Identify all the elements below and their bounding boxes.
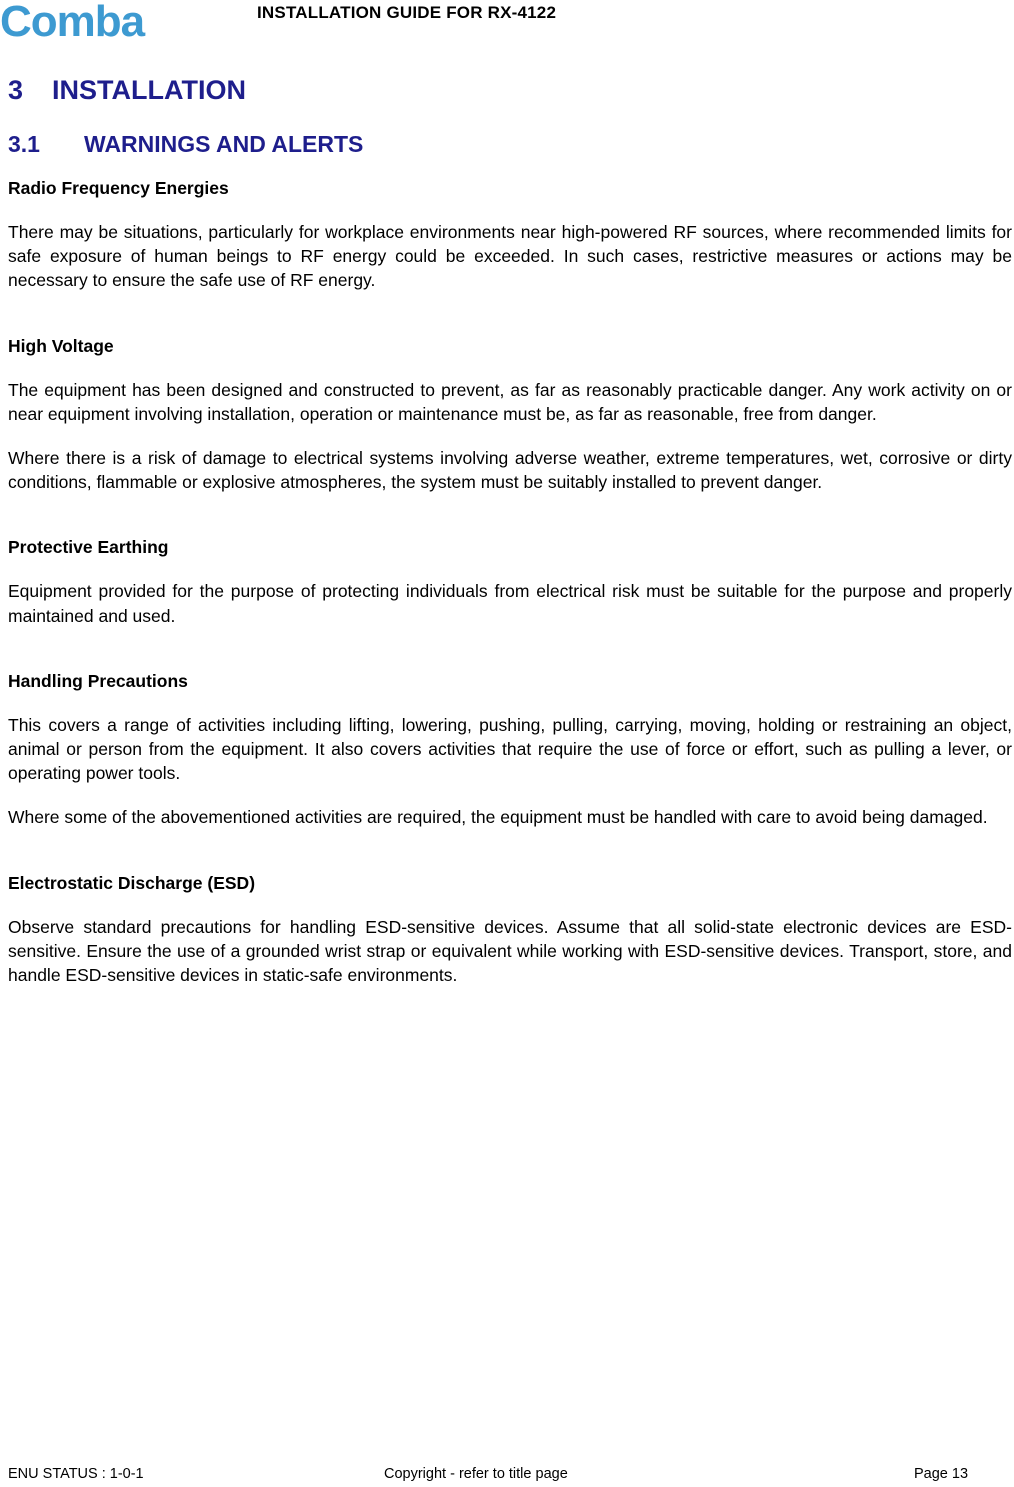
footer-copyright: Copyright - refer to title page (384, 1466, 568, 1482)
paragraph: This covers a range of activities including lifting, lowering, pushing, pulling, carrying, moving, holding or restraining an object, animal or person from the equipment. It also covers activities that require the use of force or effort, such as pulling a lever, or operating power tools. (8, 714, 1012, 784)
footer-status: ENU STATUS : 1-0-1 (8, 1466, 144, 1482)
subheading-radio-frequency: Radio Frequency Energies (8, 178, 229, 198)
page-content (8, 70, 1012, 987)
subheading-high-voltage: High Voltage (8, 335, 114, 356)
chapter-number: 3 (8, 75, 24, 105)
block-high-voltage (8, 334, 1012, 495)
paragraph: Observe standard precautions for handling ESD-sensitive devices. Assume that all solid-state electronic devices are ESD-sensitive. Ensure the use of a grounded wrist strap or equivalent while working with ESD-sensitive devices. Transport, store, and handle ESD-sensitive devices in static-safe environments. (8, 916, 1012, 986)
paragraph: The equipment has been designed and constructed to prevent, as far as reasonably practicable danger. Any work activity on or near equipment involving installation, operation or maintenance must be, as far as reasonable, free from danger. (8, 379, 1012, 424)
logo-text: Comba (0, 2, 145, 42)
section-heading (8, 124, 1012, 164)
page-footer (0, 1466, 1014, 1486)
section-title: WARNINGS AND ALERTS (84, 131, 364, 157)
document-title: INSTALLATION GUIDE FOR RX-4122 (257, 3, 557, 22)
chapter-title: INSTALLATION (52, 75, 246, 105)
block-protective-earthing (8, 535, 1012, 627)
footer-page-number: Page 13 (914, 1466, 969, 1482)
page-header (0, 0, 1014, 48)
paragraph: Equipment provided for the purpose of protecting individuals from electrical risk must be suitable for the purpose and properly maintained and used. (8, 581, 1012, 626)
comba-logo (0, 2, 185, 42)
paragraph: There may be situations, particularly for workplace environments near high-powered RF sources, where recommended limits for safe exposure of human beings to RF energy could be exceeded. In such cases, restrictive measures or actions may be necessary to ensure the safe use of RF energy. (8, 222, 1012, 291)
subheading-handling-precautions: Handling Precautions (8, 670, 188, 691)
subheading-esd: Electrostatic Discharge (ESD) (8, 872, 256, 893)
paragraph: Where there is a risk of damage to electrical systems involving adverse weather, extreme temperatures, wet, corrosive or dirty conditions, flammable or explosive atmospheres, the system must be suitably installed to prevent danger. (8, 448, 1012, 493)
subheading-protective-earthing: Protective Earthing (8, 537, 169, 558)
block-handling-precautions (8, 669, 1012, 830)
chapter-heading (8, 70, 1012, 110)
block-esd (8, 871, 1012, 988)
section-number: 3.1 (8, 131, 40, 157)
paragraph: Where some of the abovementioned activities are required, the equipment must be handled with care to avoid being damaged. (8, 807, 988, 828)
block-radio-frequency (8, 176, 1012, 293)
